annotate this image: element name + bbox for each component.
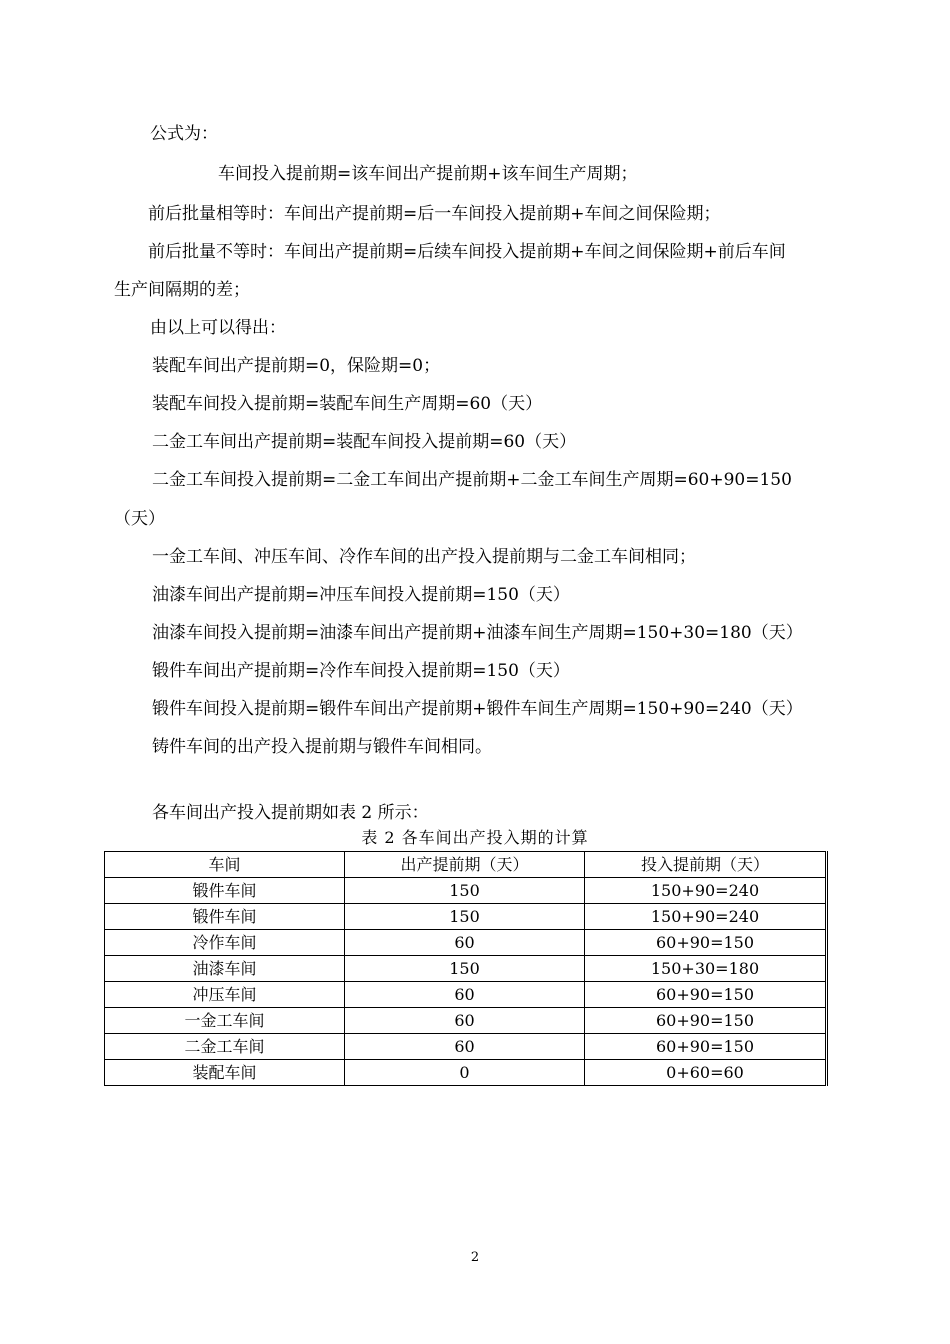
- paragraph-formula-intro: 公式为：: [150, 124, 218, 144]
- cell-input-lead: 0+60=60: [585, 1060, 827, 1086]
- cell-workshop: 锻件车间: [105, 904, 345, 930]
- column-header-output-lead: 出产提前期（天）: [345, 852, 585, 878]
- paragraph-calc-5: 一金工车间、冲压车间、冷作车间的出产投入提前期与二金工车间相同；: [152, 547, 696, 567]
- cell-input-lead: 60+90=150: [585, 1034, 827, 1060]
- table-row: [105, 1060, 827, 1086]
- table-row: [105, 1008, 827, 1034]
- cell-input-lead: 60+90=150: [585, 1008, 827, 1034]
- table-caption: 表 2 各车间出产投入期的计算: [361, 828, 589, 847]
- cell-output-lead: 60: [345, 1034, 585, 1060]
- cell-workshop: 一金工车间: [105, 1008, 345, 1034]
- paragraph-calc-2: 装配车间投入提前期=装配车间生产周期=60（天）: [152, 394, 543, 414]
- paragraph-calc-3: 二金工车间出产提前期=装配车间投入提前期=60（天）: [152, 432, 577, 452]
- paragraph-formula-2: 前后批量相等时：车间出产提前期=后一车间投入提前期+车间之间保险期；: [148, 204, 721, 224]
- lead-time-table: [104, 851, 828, 1086]
- paragraph-formula-3-line1: 前后批量不等时：车间出产提前期=后续车间投入提前期+车间之间保险期+前后车间: [148, 242, 786, 262]
- cell-input-lead: 60+90=150: [585, 930, 827, 956]
- page-number: 2: [470, 1250, 480, 1265]
- table-header-row: [105, 852, 827, 878]
- table-row: [105, 956, 827, 982]
- paragraph-table-intro: 各车间出产投入提前期如表 2 所示：: [152, 803, 429, 823]
- paragraph-calc-4-line1: 二金工车间投入提前期=二金工车间出产提前期+二金工车间生产周期=60+90=150: [152, 470, 792, 490]
- column-header-input-lead: 投入提前期（天）: [585, 852, 827, 878]
- cell-output-lead: 150: [345, 956, 585, 982]
- cell-workshop: 冲压车间: [105, 982, 345, 1008]
- cell-workshop: 冷作车间: [105, 930, 345, 956]
- cell-input-lead: 60+90=150: [585, 982, 827, 1008]
- table-row: [105, 982, 827, 1008]
- cell-output-lead: 150: [345, 878, 585, 904]
- paragraph-calc-8: 锻件车间出产提前期=冷作车间投入提前期=150（天）: [152, 661, 570, 681]
- cell-input-lead: 150+30=180: [585, 956, 827, 982]
- table-row: [105, 878, 827, 904]
- cell-workshop: 油漆车间: [105, 956, 345, 982]
- paragraph-derive-intro: 由以上可以得出：: [150, 318, 286, 338]
- paragraph-calc-6: 油漆车间出产提前期=冲压车间投入提前期=150（天）: [152, 585, 570, 605]
- paragraph-calc-10: 铸件车间的出产投入提前期与锻件车间相同。: [152, 737, 492, 757]
- table-row: [105, 1034, 827, 1060]
- cell-output-lead: 60: [345, 982, 585, 1008]
- paragraph-calc-4-line2: （天）: [114, 509, 165, 529]
- paragraph-calc-7: 油漆车间投入提前期=油漆车间出产提前期+油漆车间生产周期=150+30=180（天）: [152, 623, 803, 643]
- cell-workshop: 锻件车间: [105, 878, 345, 904]
- paragraph-formula-1: 车间投入提前期=该车间出产提前期+该车间生产周期；: [218, 164, 638, 184]
- cell-output-lead: 60: [345, 1008, 585, 1034]
- cell-input-lead: 150+90=240: [585, 878, 827, 904]
- cell-output-lead: 150: [345, 904, 585, 930]
- cell-input-lead: 150+90=240: [585, 904, 827, 930]
- cell-output-lead: 60: [345, 930, 585, 956]
- column-header-workshop: 车间: [105, 852, 345, 878]
- table-row: [105, 930, 827, 956]
- cell-workshop: 装配车间: [105, 1060, 345, 1086]
- paragraph-formula-3-line2: 生产间隔期的差；: [114, 280, 250, 300]
- paragraph-calc-1: 装配车间出产提前期=0，保险期=0；: [152, 356, 441, 376]
- cell-workshop: 二金工车间: [105, 1034, 345, 1060]
- table-row: [105, 904, 827, 930]
- cell-output-lead: 0: [345, 1060, 585, 1086]
- paragraph-calc-9: 锻件车间投入提前期=锻件车间出产提前期+锻件车间生产周期=150+90=240（天）: [152, 699, 803, 719]
